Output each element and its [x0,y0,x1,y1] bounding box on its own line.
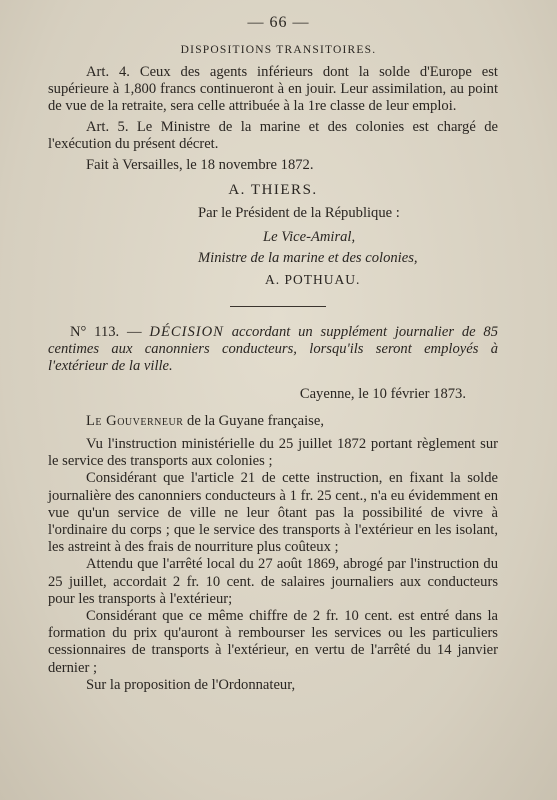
signature-vice-amiral: Le Vice-Amiral, [263,228,356,245]
signature-thiers: A. THIERS. [228,182,318,199]
section-header: DISPOSITIONS TRANSITOIRES. [180,44,377,56]
signature-by-president: Par le Président de la République : [198,205,400,222]
decision-place-date: Cayenne, le 10 février 1873. [299,385,466,402]
governor-rest: de la Guyane française, [183,412,324,429]
decision-title: N° 113. — DÉCISION accordant un supplément journalier de 85 centimes aux canonniers conducteurs, lorsqu'ils seront employés à l'extérieur de la ville. [48,324,498,375]
separator-rule [230,306,326,307]
article-5: Art. 5. Le Ministre de la marine et des colonies est chargé de l'exécution du présent décret. [48,118,498,152]
signature-pothuau: A. POTHUAU. [265,272,361,288]
governor-line [48,413,498,430]
paragraph-sur-proposition: Sur la proposition de l'Ordonnateur, [86,676,296,693]
paragraph-vu: Vu l'instruction ministérielle du 25 juillet 1872 portant règlement sur le service des transports aux colonies ; [48,436,498,470]
signature-ministre: Ministre de la marine et des colonies, [198,249,418,266]
article-4: Art. 4. Ceux des agents inférieurs dont la solde d'Europe est supérieure à 1,800 francs continueront à en jouir. Leur assimilation, au point de vue de la retraite, sera celle attribuée à la 1re classe de leur emploi. [48,64,498,115]
paragraph-considerant-1: Considérant que l'article 21 de cette instruction, en fixant la solde journalière des canonniers conducteurs à 1 fr. 25 cent., n'a eu évidemment en vue qu'un service de ville ne leur ôtant pas la possibilité de vivre à l'ordinaire du corps ; que le service des transports à l'extérieur en les isolant, les astreint à des frais de nourriture plus coûteux ; [48,470,498,556]
signing-place-date: Fait à Versailles, le 18 novembre 1872. [86,157,314,174]
page-number: — 66 — [247,14,310,31]
decision-title-rest: accordant un supplément journalier de 85 centimes aux canonniers conducteurs, lorsqu'ils seront employés à l'extérieur de la ville. [48,324,498,375]
decision-keyword: DÉCISION [149,324,224,340]
upper-text-block [48,64,498,288]
paragraph-attendu: Attendu que l'arrêté local du 27 août 1869, abrogé par l'instruction du 25 juillet, accordait 2 fr. 10 cent. de salaires journaliers aux conducteurs pour les transports à l'extérieur; [48,556,498,607]
decision-number: N° 113. [70,324,120,340]
governor-lead: Le Gouverneur [86,412,184,429]
paragraph-considerant-2: Considérant que ce même chiffre de 2 fr. 10 cent. est entré dans la formation du prix qu'auront à rembourser les services ou les particuliers cessionnaires de transports à l'extérieur, en vertu de l'arrêté du 14 janvier dernier ; [48,608,498,676]
decision-block [48,324,498,694]
